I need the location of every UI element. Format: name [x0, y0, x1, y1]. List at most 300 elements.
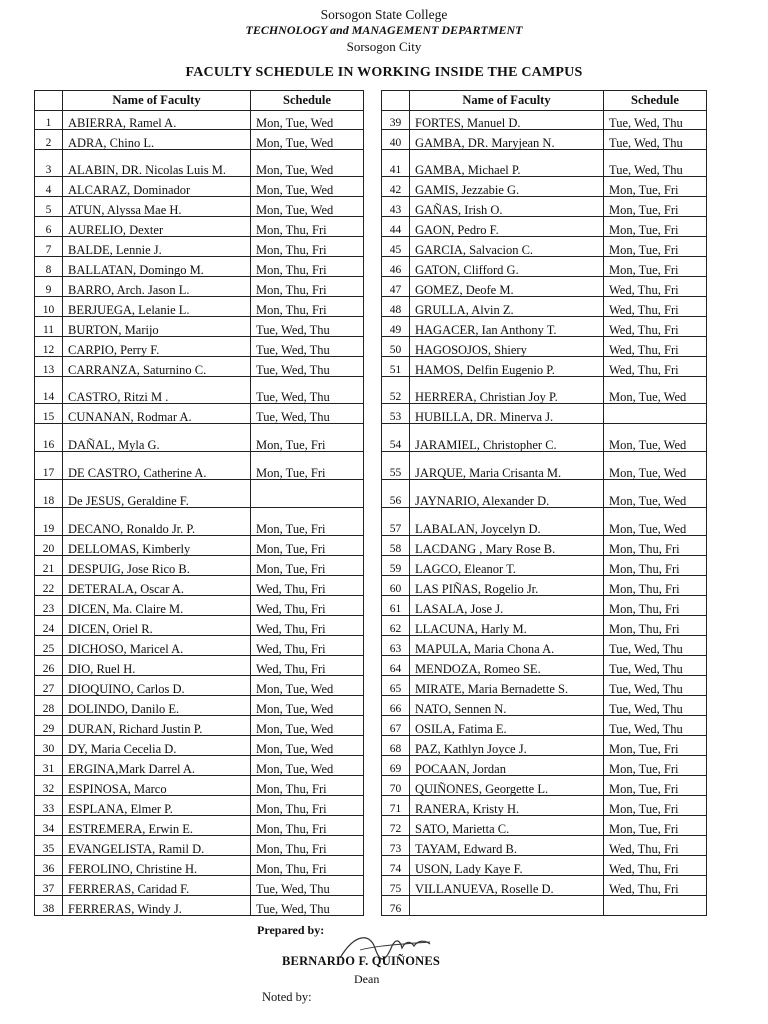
schedule-days: Mon, Tue, Fri [604, 796, 707, 816]
schedule-days: Mon, Tue, Fri [604, 237, 707, 257]
table-row [382, 756, 707, 776]
schedule-days: Tue, Wed, Thu [251, 357, 364, 377]
row-number: 11 [35, 317, 63, 337]
row-number: 8 [35, 257, 63, 277]
faculty-name: DIOQUINO, Carlos D. [63, 676, 251, 696]
schedule-days: Wed, Thu, Fri [251, 636, 364, 656]
row-number: 68 [382, 736, 410, 756]
table-row [35, 297, 364, 317]
row-number: 45 [382, 237, 410, 257]
row-number: 44 [382, 217, 410, 237]
table-row [382, 480, 707, 508]
schedule-days: Mon, Thu, Fri [604, 576, 707, 596]
row-number: 55 [382, 452, 410, 480]
table-row [382, 716, 707, 736]
table-row [382, 177, 707, 197]
table-row [382, 277, 707, 297]
table-row [382, 876, 707, 896]
table-row [382, 237, 707, 257]
table-row [382, 257, 707, 277]
row-number: 51 [382, 357, 410, 377]
schedule-days: Mon, Tue, Fri [604, 177, 707, 197]
schedule-days: Wed, Thu, Fri [604, 836, 707, 856]
row-number: 16 [35, 424, 63, 452]
faculty-name: RANERA, Kristy H. [410, 796, 604, 816]
table-row [35, 337, 364, 357]
faculty-name: GAMBA, DR. Maryjean N. [410, 130, 604, 150]
number-column-header [35, 91, 63, 111]
table-row [382, 424, 707, 452]
schedule-days: Tue, Wed, Thu [604, 150, 707, 177]
table-row [382, 816, 707, 836]
faculty-name: DE CASTRO, Catherine A. [63, 452, 251, 480]
faculty-name: MIRATE, Maria Bernadette S. [410, 676, 604, 696]
faculty-name: ADRA, Chino L. [63, 130, 251, 150]
faculty-name: USON, Lady Kaye F. [410, 856, 604, 876]
schedule-days: Mon, Tue, Wed [251, 756, 364, 776]
row-number: 18 [35, 480, 63, 508]
table-row [382, 616, 707, 636]
schedule-days: Mon, Tue, Wed [251, 736, 364, 756]
faculty-name: FEROLINO, Christine H. [63, 856, 251, 876]
faculty-name: GARCIA, Salvacion C. [410, 237, 604, 257]
faculty-name: BERJUEGA, Lelanie L. [63, 297, 251, 317]
row-number: 26 [35, 656, 63, 676]
row-number: 24 [35, 616, 63, 636]
table-row [382, 796, 707, 816]
faculty-name: ALABIN, DR. Nicolas Luis M. [63, 150, 251, 177]
schedule-days [604, 404, 707, 424]
schedule-days: Mon, Thu, Fri [251, 297, 364, 317]
schedule-days: Mon, Tue, Wed [251, 696, 364, 716]
row-number: 13 [35, 357, 63, 377]
faculty-name: DIO, Ruel H. [63, 656, 251, 676]
schedule-days: Tue, Wed, Thu [604, 676, 707, 696]
table-row [35, 452, 364, 480]
department-name: TECHNOLOGY and MANAGEMENT DEPARTMENT [245, 23, 523, 37]
schedule-days: Mon, Tue, Wed [604, 424, 707, 452]
name-column-header: Name of Faculty [410, 91, 604, 111]
table-row [382, 377, 707, 404]
faculty-name: BALLATAN, Domingo M. [63, 257, 251, 277]
faculty-name: OSILA, Fatima E. [410, 716, 604, 736]
schedule-days: Mon, Tue, Wed [604, 480, 707, 508]
row-number: 50 [382, 337, 410, 357]
table-row [35, 556, 364, 576]
schedule-days: Mon, Tue, Wed [251, 197, 364, 217]
table-row [382, 736, 707, 756]
faculty-name: ALCARAZ, Dominador [63, 177, 251, 197]
schedule-days: Wed, Thu, Fri [604, 357, 707, 377]
faculty-name: GAMBA, Michael P. [410, 150, 604, 177]
row-number: 69 [382, 756, 410, 776]
schedule-days: Wed, Thu, Fri [604, 317, 707, 337]
faculty-name: EVANGELISTA, Ramil D. [63, 836, 251, 856]
faculty-name: CASTRO, Ritzi M . [63, 377, 251, 404]
row-number: 35 [35, 836, 63, 856]
table-row [35, 696, 364, 716]
faculty-name: DICEN, Ma. Claire M. [63, 596, 251, 616]
table-row [35, 277, 364, 297]
schedule-days: Mon, Tue, Wed [251, 111, 364, 130]
table-row [35, 150, 364, 177]
table-row [35, 816, 364, 836]
row-number: 7 [35, 237, 63, 257]
row-number: 2 [35, 130, 63, 150]
schedule-column-header: Schedule [251, 91, 364, 111]
schedule-days: Wed, Thu, Fri [604, 277, 707, 297]
schedule-days: Tue, Wed, Thu [251, 337, 364, 357]
table-row [35, 676, 364, 696]
row-number: 67 [382, 716, 410, 736]
faculty-name: FERRERAS, Windy J. [63, 896, 251, 916]
table-row [382, 111, 707, 130]
row-number: 70 [382, 776, 410, 796]
table-row [35, 257, 364, 277]
table-row [382, 576, 707, 596]
schedule-days: Wed, Thu, Fri [251, 596, 364, 616]
schedule-days: Mon, Tue, Wed [251, 150, 364, 177]
table-header-row [35, 91, 364, 111]
faculty-name: NATO, Sennen N. [410, 696, 604, 716]
table-row [35, 876, 364, 896]
table-row [35, 856, 364, 876]
faculty-name: HERRERA, Christian Joy P. [410, 377, 604, 404]
faculty-name: VILLANUEVA, Roselle D. [410, 876, 604, 896]
table-row [382, 508, 707, 536]
schedule-days: Mon, Thu, Fri [604, 596, 707, 616]
table-row [35, 576, 364, 596]
table-row [35, 896, 364, 916]
schedule-days: Mon, Tue, Fri [251, 536, 364, 556]
faculty-name: ATUN, Alyssa Mae H. [63, 197, 251, 217]
schedule-days: Wed, Thu, Fri [251, 576, 364, 596]
table-row [382, 776, 707, 796]
row-number: 4 [35, 177, 63, 197]
row-number: 66 [382, 696, 410, 716]
row-number: 63 [382, 636, 410, 656]
row-number: 64 [382, 656, 410, 676]
row-number: 39 [382, 111, 410, 130]
schedule-days: Tue, Wed, Thu [604, 656, 707, 676]
faculty-name: POCAAN, Jordan [410, 756, 604, 776]
row-number: 72 [382, 816, 410, 836]
table-row [35, 197, 364, 217]
schedule-days: Tue, Wed, Thu [604, 716, 707, 736]
schedule-days: Wed, Thu, Fri [604, 856, 707, 876]
noted-by-label: Noted by: [262, 990, 312, 1004]
schedule-days: Tue, Wed, Thu [251, 876, 364, 896]
faculty-name: DETERALA, Oscar A. [63, 576, 251, 596]
row-number: 15 [35, 404, 63, 424]
schedule-days: Wed, Thu, Fri [251, 656, 364, 676]
faculty-name: HAMOS, Delfin Eugenio P. [410, 357, 604, 377]
schedule-days: Mon, Thu, Fri [251, 277, 364, 297]
faculty-name: LABALAN, Joycelyn D. [410, 508, 604, 536]
row-number: 34 [35, 816, 63, 836]
table-row [35, 536, 364, 556]
table-row [35, 596, 364, 616]
schedule-days: Mon, Tue, Wed [251, 676, 364, 696]
row-number: 23 [35, 596, 63, 616]
table-row [35, 130, 364, 150]
row-number: 53 [382, 404, 410, 424]
schedule-table-right [381, 90, 707, 916]
row-number: 74 [382, 856, 410, 876]
schedule-days: Mon, Tue, Fri [604, 197, 707, 217]
schedule-days: Tue, Wed, Thu [604, 111, 707, 130]
row-number: 37 [35, 876, 63, 896]
faculty-name: BURTON, Marijo [63, 317, 251, 337]
table-row [382, 896, 707, 916]
table-row [35, 480, 364, 508]
row-number: 38 [35, 896, 63, 916]
faculty-name: GAÑAS, Irish O. [410, 197, 604, 217]
row-number: 21 [35, 556, 63, 576]
faculty-name: DURAN, Richard Justin P. [63, 716, 251, 736]
table-row [382, 217, 707, 237]
table-row [35, 796, 364, 816]
faculty-name: DELLOMAS, Kimberly [63, 536, 251, 556]
row-number: 71 [382, 796, 410, 816]
faculty-name: ESPINOSA, Marco [63, 776, 251, 796]
faculty-name: TAYAM, Edward B. [410, 836, 604, 856]
schedule-days: Wed, Thu, Fri [604, 337, 707, 357]
faculty-name: SATO, Marietta C. [410, 816, 604, 836]
table-row [382, 856, 707, 876]
row-number: 46 [382, 257, 410, 277]
schedule-days: Mon, Tue, Fri [251, 424, 364, 452]
table-row [35, 836, 364, 856]
row-number: 56 [382, 480, 410, 508]
row-number: 61 [382, 596, 410, 616]
signatory-title: Dean [354, 972, 380, 986]
table-row [35, 217, 364, 237]
schedule-days [251, 480, 364, 508]
schedule-days: Tue, Wed, Thu [251, 317, 364, 337]
table-row [382, 357, 707, 377]
faculty-name: BALDE, Lennie J. [63, 237, 251, 257]
schedule-days: Mon, Thu, Fri [251, 237, 364, 257]
schedule-days: Tue, Wed, Thu [251, 377, 364, 404]
schedule-days: Mon, Tue, Wed [251, 177, 364, 197]
faculty-name: DICHOSO, Maricel A. [63, 636, 251, 656]
signatory-name: BERNARDO F. QUIÑONES [282, 954, 441, 968]
table-row [382, 150, 707, 177]
row-number: 31 [35, 756, 63, 776]
row-number: 76 [382, 896, 410, 916]
row-number: 22 [35, 576, 63, 596]
table-row [35, 111, 364, 130]
schedule-days: Mon, Thu, Fri [251, 836, 364, 856]
table-row [382, 636, 707, 656]
row-number: 58 [382, 536, 410, 556]
schedule-days: Tue, Wed, Thu [251, 404, 364, 424]
faculty-name: GATON, Clifford G. [410, 257, 604, 277]
table-row [382, 696, 707, 716]
row-number: 62 [382, 616, 410, 636]
schedule-days: Mon, Tue, Fri [604, 776, 707, 796]
schedule-days: Mon, Tue, Fri [251, 556, 364, 576]
schedule-days: Mon, Tue, Fri [604, 217, 707, 237]
row-number: 49 [382, 317, 410, 337]
table-row [35, 377, 364, 404]
faculty-name: FERRERAS, Caridad F. [63, 876, 251, 896]
faculty-name: ABIERRA, Ramel A. [63, 111, 251, 130]
row-number: 25 [35, 636, 63, 656]
faculty-name: MENDOZA, Romeo SE. [410, 656, 604, 676]
row-number: 12 [35, 337, 63, 357]
row-number: 20 [35, 536, 63, 556]
row-number: 36 [35, 856, 63, 876]
row-number: 32 [35, 776, 63, 796]
row-number: 40 [382, 130, 410, 150]
schedule-days: Tue, Wed, Thu [604, 130, 707, 150]
name-column-header: Name of Faculty [63, 91, 251, 111]
faculty-name: LLACUNA, Harly M. [410, 616, 604, 636]
table-row [382, 836, 707, 856]
table-row [382, 556, 707, 576]
table-row [35, 317, 364, 337]
faculty-name: FORTES, Manuel D. [410, 111, 604, 130]
schedule-days: Mon, Tue, Fri [604, 816, 707, 836]
schedule-days: Wed, Thu, Fri [604, 876, 707, 896]
row-number: 10 [35, 297, 63, 317]
schedule-days: Mon, Tue, Wed [251, 716, 364, 736]
faculty-name: GAON, Pedro F. [410, 217, 604, 237]
row-number: 30 [35, 736, 63, 756]
schedule-days: Mon, Tue, Fri [604, 736, 707, 756]
faculty-name: GRULLA, Alvin Z. [410, 297, 604, 317]
row-number: 3 [35, 150, 63, 177]
row-number: 33 [35, 796, 63, 816]
schedule-days: Mon, Tue, Wed [604, 452, 707, 480]
table-row [382, 404, 707, 424]
faculty-name: LAGCO, Eleanor T. [410, 556, 604, 576]
row-number: 75 [382, 876, 410, 896]
faculty-name: QUIÑONES, Georgette L. [410, 776, 604, 796]
row-number: 28 [35, 696, 63, 716]
schedule-days: Mon, Tue, Fri [251, 508, 364, 536]
schedule-table-left [34, 90, 364, 916]
row-number: 27 [35, 676, 63, 696]
table-row [35, 357, 364, 377]
table-row [35, 424, 364, 452]
table-row [35, 636, 364, 656]
table-row [35, 404, 364, 424]
faculty-name: DY, Maria Cecelia D. [63, 736, 251, 756]
table-row [35, 508, 364, 536]
table-row [35, 237, 364, 257]
school-name: Sorsogon State College [320, 7, 448, 22]
faculty-name: JARAMIEL, Christopher C. [410, 424, 604, 452]
faculty-name: GAMIS, Jezzabie G. [410, 177, 604, 197]
row-number: 48 [382, 297, 410, 317]
document-title: FACULTY SCHEDULE IN WORKING INSIDE THE CAMPUS [185, 65, 583, 80]
table-row [35, 756, 364, 776]
row-number: 59 [382, 556, 410, 576]
schedule-days: Mon, Tue, Fri [251, 452, 364, 480]
faculty-name: JAYNARIO, Alexander D. [410, 480, 604, 508]
schedule-days: Wed, Thu, Fri [604, 297, 707, 317]
schedule-days: Mon, Tue, Wed [604, 508, 707, 536]
row-number: 1 [35, 111, 63, 130]
schedule-days: Mon, Tue, Wed [604, 377, 707, 404]
row-number: 60 [382, 576, 410, 596]
table-row [382, 130, 707, 150]
faculty-name: LASALA, Jose J. [410, 596, 604, 616]
row-number: 29 [35, 716, 63, 736]
row-number: 9 [35, 277, 63, 297]
schedule-days: Mon, Thu, Fri [251, 776, 364, 796]
schedule-days [604, 896, 707, 916]
row-number: 14 [35, 377, 63, 404]
table-row [382, 452, 707, 480]
table-row [382, 337, 707, 357]
faculty-name: ESTREMERA, Erwin E. [63, 816, 251, 836]
schedule-days: Wed, Thu, Fri [251, 616, 364, 636]
number-column-header [382, 91, 410, 111]
faculty-name: DAÑAL, Myla G. [63, 424, 251, 452]
schedule-days: Tue, Wed, Thu [604, 696, 707, 716]
table-row [382, 197, 707, 217]
table-header-row [382, 91, 707, 111]
row-number: 19 [35, 508, 63, 536]
table-row [382, 656, 707, 676]
row-number: 5 [35, 197, 63, 217]
faculty-name [410, 896, 604, 916]
schedule-column-header: Schedule [604, 91, 707, 111]
schedule-days: Tue, Wed, Thu [604, 636, 707, 656]
faculty-name: De JESUS, Geraldine F. [63, 480, 251, 508]
faculty-name: LAS PIÑAS, Rogelio Jr. [410, 576, 604, 596]
row-number: 41 [382, 150, 410, 177]
row-number: 52 [382, 377, 410, 404]
faculty-name: DESPUIG, Jose Rico B. [63, 556, 251, 576]
row-number: 43 [382, 197, 410, 217]
faculty-name: HAGACER, Ian Anthony T. [410, 317, 604, 337]
faculty-name: MAPULA, Maria Chona A. [410, 636, 604, 656]
schedule-days: Mon, Tue, Fri [604, 257, 707, 277]
row-number: 17 [35, 452, 63, 480]
faculty-name: ESPLANA, Elmer P. [63, 796, 251, 816]
faculty-name: ERGINA,Mark Darrel A. [63, 756, 251, 776]
schedule-days: Mon, Thu, Fri [604, 616, 707, 636]
row-number: 54 [382, 424, 410, 452]
faculty-name: CARPIO, Perry F. [63, 337, 251, 357]
table-row [35, 776, 364, 796]
table-row [382, 297, 707, 317]
schedule-days: Mon, Thu, Fri [251, 816, 364, 836]
faculty-name: DOLINDO, Danilo E. [63, 696, 251, 716]
faculty-name: BARRO, Arch. Jason L. [63, 277, 251, 297]
table-row [35, 177, 364, 197]
row-number: 73 [382, 836, 410, 856]
schedule-days: Mon, Thu, Fri [604, 556, 707, 576]
table-row [382, 536, 707, 556]
row-number: 47 [382, 277, 410, 297]
schedule-days: Mon, Tue, Wed [251, 130, 364, 150]
faculty-name: GOMEZ, Deofe M. [410, 277, 604, 297]
faculty-name: DICEN, Oriel R. [63, 616, 251, 636]
faculty-name: HUBILLA, DR. Minerva J. [410, 404, 604, 424]
schedule-days: Mon, Thu, Fri [251, 796, 364, 816]
table-row [35, 616, 364, 636]
faculty-name: DECANO, Ronaldo Jr. P. [63, 508, 251, 536]
schedule-days: Tue, Wed, Thu [251, 896, 364, 916]
city-name: Sorsogon City [346, 39, 422, 54]
faculty-name: CARRANZA, Saturnino C. [63, 357, 251, 377]
